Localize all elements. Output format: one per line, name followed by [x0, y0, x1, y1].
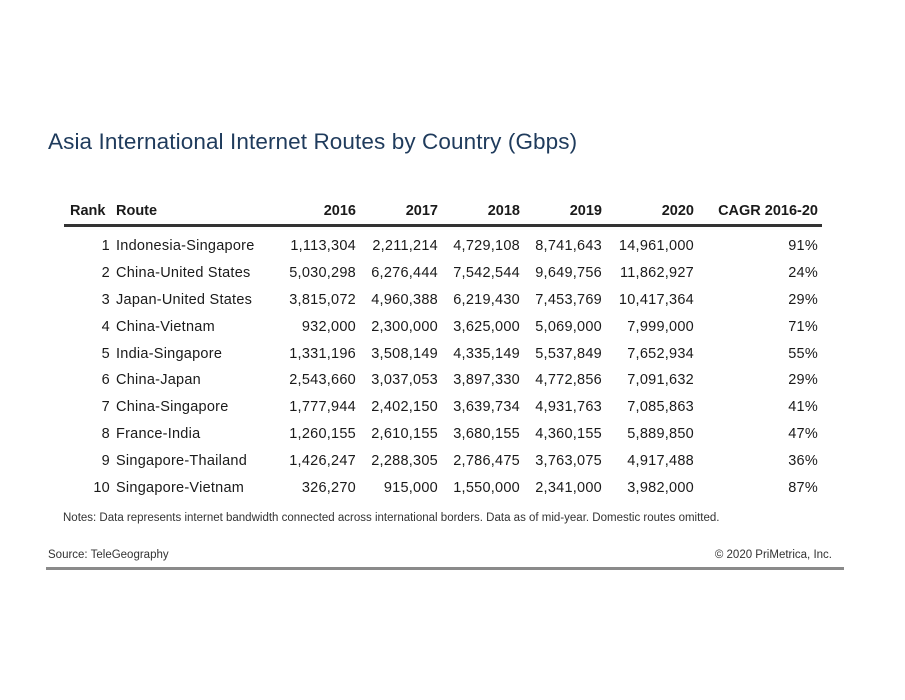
cell-2016: 2,543,660 — [289, 372, 356, 389]
table-row — [64, 226, 822, 260]
cell-2016: 1,113,304 — [290, 238, 356, 255]
cell-2019: 3,763,075 — [535, 452, 602, 469]
cell-cagr: 91% — [788, 238, 818, 255]
table-row — [64, 287, 822, 314]
cell-2016: 326,270 — [301, 479, 356, 496]
cell-2019: 9,649,756 — [535, 265, 602, 282]
chart-title: Asia International Internet Routes by Country (Gbps) — [48, 129, 578, 154]
cell-cagr: 24% — [788, 265, 818, 282]
cell-2020: 7,091,632 — [627, 372, 694, 389]
bottom-divider — [46, 567, 844, 570]
cell-2017: 2,211,214 — [372, 238, 438, 255]
cell-2018: 3,680,155 — [453, 425, 520, 442]
cell-2016: 1,426,247 — [289, 452, 356, 469]
cell-2017: 2,402,150 — [371, 399, 438, 416]
cell-rank: 3 — [101, 291, 110, 308]
cell-2018: 3,625,000 — [453, 318, 520, 335]
cell-2018: 4,729,108 — [453, 238, 520, 255]
cell-2019: 4,360,155 — [535, 425, 602, 442]
column-header-cagr: CAGR 2016-20 — [694, 198, 822, 226]
cell-route: India-Singapore — [116, 345, 223, 362]
cell-2019: 8,741,643 — [535, 238, 602, 255]
column-header-2017: 2017 — [356, 198, 438, 226]
cell-2017: 4,960,388 — [371, 291, 438, 308]
cell-route: Indonesia-Singapore — [116, 238, 255, 255]
cell-2018: 6,219,430 — [453, 291, 520, 308]
column-header-2016: 2016 — [274, 198, 356, 226]
cell-2017: 6,276,444 — [371, 265, 438, 282]
cell-2016: 1,260,155 — [289, 425, 356, 442]
cell-cagr: 55% — [788, 345, 818, 362]
cell-cagr: 47% — [788, 425, 818, 442]
cell-2019: 2,341,000 — [535, 479, 602, 496]
cell-rank: 7 — [101, 399, 110, 416]
cell-2019: 4,931,763 — [535, 399, 602, 416]
cell-route: France-India — [116, 425, 201, 442]
table-row — [64, 394, 822, 421]
cell-2020: 10,417,364 — [618, 291, 694, 308]
cell-2020: 7,652,934 — [627, 345, 694, 362]
table-header-row — [64, 198, 822, 226]
cell-2019: 5,069,000 — [535, 318, 602, 335]
cell-2016: 1,777,944 — [289, 399, 356, 416]
cell-2017: 2,288,305 — [371, 452, 438, 469]
cell-2017: 3,508,149 — [371, 345, 438, 362]
cell-2018: 3,897,330 — [453, 372, 520, 389]
cell-cagr: 41% — [788, 399, 818, 416]
table-row — [64, 367, 822, 394]
source-credit: Source: TeleGeography — [48, 549, 169, 561]
cell-cagr: 29% — [788, 372, 818, 389]
cell-2017: 2,300,000 — [371, 318, 438, 335]
cell-2016: 5,030,298 — [289, 265, 356, 282]
cell-2016: 932,000 — [301, 318, 356, 335]
column-header-rank: Rank — [64, 198, 116, 226]
cell-rank: 2 — [101, 265, 110, 282]
cell-rank: 9 — [101, 452, 110, 469]
column-header-route: Route — [116, 198, 274, 226]
cell-route: Japan-United States — [116, 291, 253, 308]
cell-2020: 5,889,850 — [627, 425, 694, 442]
cell-rank: 4 — [101, 318, 110, 335]
cell-2020: 11,862,927 — [620, 265, 694, 282]
cell-route: China-United States — [116, 265, 251, 282]
cell-route: China-Vietnam — [116, 318, 215, 335]
copyright-notice: © 2020 PriMetrica, Inc. — [714, 549, 832, 561]
table-row — [64, 340, 822, 367]
cell-rank: 10 — [93, 479, 110, 496]
cell-2016: 3,815,072 — [289, 291, 356, 308]
cell-cagr: 87% — [788, 479, 818, 496]
column-header-2020: 2020 — [602, 198, 694, 226]
cell-cagr: 71% — [788, 318, 818, 335]
cell-rank: 5 — [101, 345, 110, 362]
cell-route: China-Singapore — [116, 399, 229, 416]
cell-2019: 4,772,856 — [535, 372, 602, 389]
cell-2018: 4,335,149 — [453, 345, 520, 362]
routes-table — [64, 198, 822, 501]
table-row — [64, 447, 822, 474]
cell-route: Singapore-Vietnam — [116, 479, 245, 496]
cell-2019: 7,453,769 — [535, 291, 602, 308]
column-header-2018: 2018 — [438, 198, 520, 226]
cell-2018: 7,542,544 — [453, 265, 520, 282]
cell-rank: 1 — [101, 238, 110, 255]
column-header-2019: 2019 — [520, 198, 602, 226]
cell-cagr: 36% — [788, 452, 818, 469]
table-row — [64, 260, 822, 287]
cell-route: China-Japan — [116, 372, 201, 389]
table-row — [64, 421, 822, 448]
cell-2020: 7,999,000 — [627, 318, 694, 335]
cell-2018: 2,786,475 — [453, 452, 520, 469]
cell-2017: 915,000 — [383, 479, 438, 496]
table-body — [64, 226, 822, 501]
cell-2020: 7,085,863 — [627, 399, 694, 416]
cell-cagr: 29% — [788, 291, 818, 308]
cell-2016: 1,331,196 — [289, 345, 356, 362]
cell-2020: 14,961,000 — [618, 238, 694, 255]
cell-rank: 6 — [101, 372, 110, 389]
cell-2018: 1,550,000 — [453, 479, 520, 496]
table-row — [64, 313, 822, 340]
cell-2017: 2,610,155 — [371, 425, 438, 442]
cell-2017: 3,037,053 — [371, 372, 438, 389]
cell-2020: 4,917,488 — [627, 452, 694, 469]
table-notes: Notes: Data represents internet bandwidth connected across international borders. Data as of mid-year. Domestic routes omitted. — [63, 512, 720, 524]
cell-route: Singapore-Thailand — [116, 452, 248, 469]
cell-rank: 8 — [101, 425, 110, 442]
cell-2020: 3,982,000 — [627, 479, 694, 496]
cell-2019: 5,537,849 — [535, 345, 602, 362]
table-row — [64, 474, 822, 501]
cell-2018: 3,639,734 — [453, 399, 520, 416]
